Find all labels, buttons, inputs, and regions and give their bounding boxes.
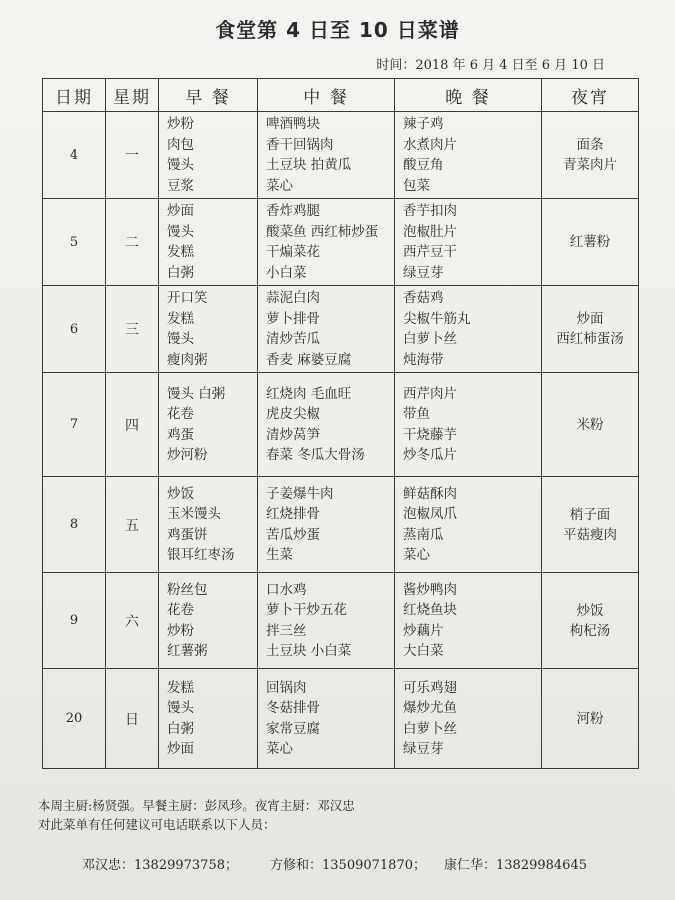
menu-item: 菜心 (403, 547, 430, 563)
menu-item: 西芹豆干 (403, 244, 457, 260)
menu-item: 鸡蛋饼 (167, 526, 208, 543)
menu-row (43, 112, 639, 199)
lunch-cell (258, 573, 395, 669)
row-date: 6 (43, 286, 106, 373)
menu-row (43, 199, 639, 286)
row-weekday: 四 (106, 373, 159, 477)
menu-item: 鲜菇酥肉 (403, 485, 457, 502)
menu-item: 干煸菜花 (266, 244, 320, 260)
dinner-cell (395, 112, 542, 199)
header-lunch: 中 餐 (258, 79, 395, 112)
menu-item: 馒头 (167, 331, 194, 347)
lunch-cell (258, 286, 395, 373)
menu-item: 干烧藤芋 (403, 426, 457, 443)
menu-row (43, 373, 639, 477)
menu-item: 带鱼 (403, 406, 430, 422)
breakfast-cell (159, 373, 258, 477)
menu-item: 炒饭 (576, 602, 604, 619)
night-snack-cell (542, 112, 639, 199)
menu-item: 白萝卜丝 (403, 331, 457, 347)
menu-item: 尖椒牛筋丸 (403, 310, 471, 327)
menu-item: 子姜爆牛肉 (266, 485, 334, 502)
menu-item: 蒜泥白肉 (266, 290, 320, 306)
menu-item: 香干回锅肉 (266, 136, 334, 153)
menu-item: 香炸鸡腿 (266, 203, 320, 219)
menu-item: 馒头 (167, 223, 194, 240)
menu-item: 虎皮尖椒 (266, 406, 320, 422)
menu-item: 粉丝包 (167, 581, 208, 598)
dinner-cell (395, 286, 542, 373)
row-weekday: 三 (106, 286, 159, 373)
date-range: 时间：2018 年 6 月 4 日至 6 月 10 日 (376, 58, 605, 73)
menu-row (43, 286, 639, 373)
menu-item: 炖海带 (403, 351, 444, 368)
menu-item: 酸菜鱼 西红柿炒蛋 (266, 223, 379, 240)
menu-item: 鸡蛋 (167, 426, 194, 443)
menu-table (42, 78, 639, 769)
lunch-cell (258, 373, 395, 477)
lunch-cell (258, 199, 395, 286)
menu-item: 小白菜 (266, 264, 307, 281)
contact-1: 邓汉忠：13829973758； (82, 858, 238, 873)
menu-item: 梢子面 (569, 506, 611, 523)
dinner-cell (395, 373, 542, 477)
night-snack-cell (542, 373, 639, 477)
menu-item: 平菇瘦肉 (563, 526, 617, 543)
night-snack-cell (542, 669, 639, 769)
menu-item: 香麦 麻婆豆腐 (266, 351, 352, 368)
chefs-note: 本周主厨:杨贤强。早餐主厨：彭凤珍。夜宵主厨：邓汉忠 (38, 798, 355, 813)
row-date: 5 (43, 199, 106, 286)
menu-row (43, 573, 639, 669)
menu-item: 青菜肉片 (563, 157, 617, 173)
lunch-cell (258, 669, 395, 769)
menu-item: 面条 (576, 137, 604, 153)
menu-item: 爆炒尤鱼 (403, 700, 457, 716)
menu-item: 家常豆腐 (266, 720, 320, 737)
menu-item: 馒头 (167, 700, 194, 716)
menu-item: 红烧鱼块 (403, 602, 457, 618)
menu-item: 玉米馒头 (167, 506, 221, 522)
header-night-snack: 夜宵 (542, 79, 639, 112)
menu-item: 春菜 冬瓜大骨汤 (266, 447, 365, 463)
menu-item: 萝卜排骨 (266, 310, 320, 327)
footer (38, 796, 355, 834)
menu-item: 香菇鸡 (403, 290, 444, 306)
menu-item: 花卷 (167, 406, 194, 422)
menu-item: 回锅肉 (266, 679, 307, 696)
menu-item: 苦瓜炒蛋 (266, 526, 320, 543)
lunch-cell (258, 477, 395, 573)
menu-item: 绿豆芽 (403, 264, 444, 281)
menu-item: 炒饭 (167, 485, 194, 502)
dinner-cell (395, 199, 542, 286)
menu-row (43, 669, 639, 769)
contact-2: 方修和：13509071870； (270, 858, 426, 873)
dinner-cell (395, 669, 542, 769)
menu-item: 西红柿蛋汤 (556, 331, 624, 347)
menu-item: 炒面 (167, 203, 194, 219)
menu-item: 花卷 (167, 602, 194, 618)
night-snack-cell (542, 477, 639, 573)
menu-item: 发糕 (167, 679, 194, 696)
row-date: 4 (43, 112, 106, 199)
header-weekday: 星期 (106, 79, 159, 112)
row-date: 9 (43, 573, 106, 669)
menu-item: 银耳红枣汤 (167, 547, 235, 563)
menu-item: 辣子鸡 (403, 116, 444, 132)
menu-item: 炒河粉 (167, 447, 208, 463)
dinner-cell (395, 477, 542, 573)
menu-item: 啤酒鸭块 (266, 116, 320, 132)
row-date: 7 (43, 373, 106, 477)
breakfast-cell (159, 199, 258, 286)
menu-item: 大白菜 (403, 643, 444, 659)
menu-item: 开口笑 (167, 290, 208, 306)
menu-item: 肉包 (167, 136, 194, 153)
row-date: 20 (43, 669, 106, 769)
night-snack-cell (542, 286, 639, 373)
row-date: 8 (43, 477, 106, 573)
menu-item: 馒头 (167, 157, 194, 173)
menu-item: 清炒苦瓜 (266, 331, 320, 347)
header-breakfast: 早 餐 (159, 79, 258, 112)
menu-item: 红烧排骨 (266, 506, 320, 522)
dinner-cell (395, 573, 542, 669)
menu-item: 口水鸡 (266, 581, 307, 598)
menu-item: 发糕 (167, 244, 194, 260)
header-date: 日期 (43, 79, 106, 112)
contact-3: 康仁华：13829984645 (444, 858, 587, 873)
menu-item: 水煮肉片 (403, 136, 457, 153)
row-weekday: 五 (106, 477, 159, 573)
menu-item: 包菜 (403, 177, 430, 194)
menu-item: 拌三丝 (266, 622, 307, 639)
menu-item: 炒面 (167, 741, 194, 757)
menu-item: 绿豆芽 (403, 741, 444, 757)
menu-item: 可乐鸡翅 (403, 679, 457, 696)
menu-item: 红薯粥 (167, 643, 208, 659)
menu-item: 发糕 (167, 310, 194, 327)
suggestion-note: 对此菜单有任何建议可电话联系以下人员： (38, 817, 276, 832)
menu-row (43, 477, 639, 573)
page-title: 食堂第 4 日至 10 日菜谱 (215, 18, 460, 42)
menu-item: 白粥 (167, 720, 194, 737)
menu-item: 豆浆 (167, 177, 194, 194)
breakfast-cell (159, 477, 258, 573)
menu-item: 西芹肉片 (403, 385, 457, 402)
menu-item: 泡椒凤爪 (403, 506, 457, 522)
menu-item: 菜心 (266, 741, 293, 757)
menu-item: 香芋扣肉 (403, 203, 457, 219)
menu-item: 炒粉 (167, 622, 194, 639)
menu-item: 萝卜干炒五花 (266, 602, 347, 618)
menu-item: 土豆块 拍黄瓜 (266, 157, 352, 173)
menu-item: 白粥 (167, 264, 194, 281)
menu-item: 瘦肉粥 (167, 351, 208, 368)
breakfast-cell (159, 573, 258, 669)
menu-item: 枸杞汤 (569, 622, 611, 639)
menu-item: 红烧肉 毛血旺 (266, 385, 352, 402)
row-weekday: 日 (106, 669, 159, 769)
menu-item: 炒面 (576, 311, 604, 327)
menu-item: 冬菇排骨 (266, 700, 320, 716)
night-snack-cell (542, 199, 639, 286)
menu-item: 红薯粉 (569, 234, 611, 250)
breakfast-cell (159, 286, 258, 373)
night-snack-cell (542, 573, 639, 669)
menu-item: 河粉 (576, 710, 604, 727)
row-weekday: 一 (106, 112, 159, 199)
menu-item: 酸豆角 (403, 157, 444, 173)
menu-item: 炒粉 (167, 116, 194, 132)
menu-item: 馒头 白粥 (167, 385, 226, 402)
menu-item: 炒藕片 (403, 622, 444, 639)
row-weekday: 二 (106, 199, 159, 286)
menu-item: 炒冬瓜片 (403, 447, 457, 463)
breakfast-cell (159, 112, 258, 199)
menu-item: 生菜 (266, 547, 293, 563)
menu-item: 土豆块 小白菜 (266, 643, 352, 659)
header-row (43, 79, 639, 112)
menu-item: 菜心 (266, 177, 293, 194)
menu-item: 酱炒鸭肉 (403, 581, 457, 598)
row-weekday: 六 (106, 573, 159, 669)
menu-item: 清炒莴笋 (266, 426, 320, 443)
menu-item: 蒸南瓜 (403, 526, 444, 543)
menu-item: 米粉 (576, 416, 604, 433)
menu-item: 白萝卜丝 (403, 720, 457, 737)
breakfast-cell (159, 669, 258, 769)
menu-item: 泡椒肚片 (403, 223, 457, 240)
header-dinner: 晚 餐 (395, 79, 542, 112)
lunch-cell (258, 112, 395, 199)
